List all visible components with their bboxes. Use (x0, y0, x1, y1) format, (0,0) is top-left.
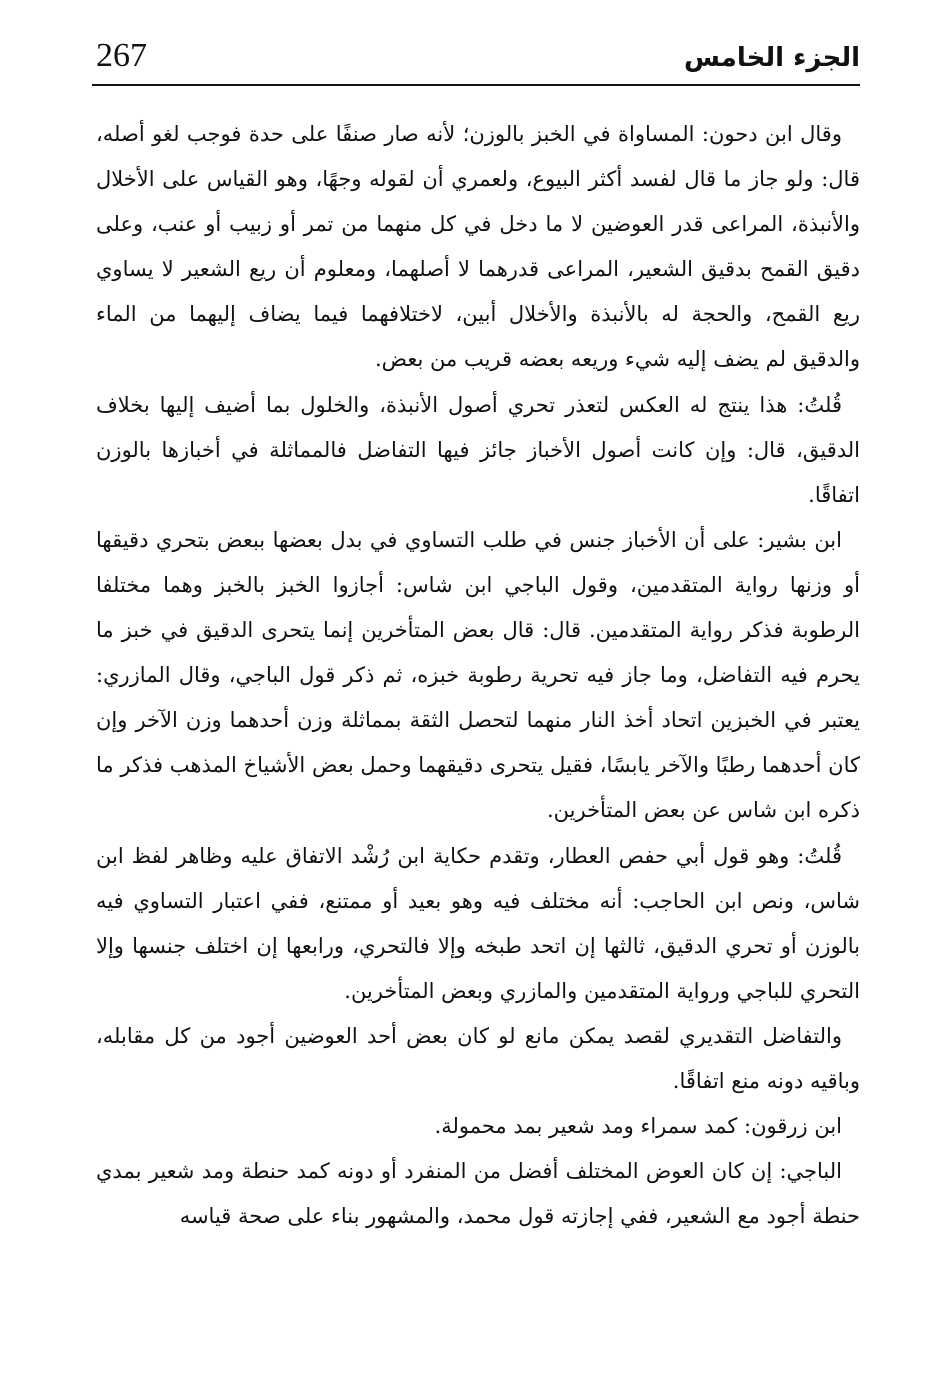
page-number: 267 (96, 37, 147, 74)
paragraph-al-baji: الباجي: إن كان العوض المختلف أفضل من المنفرد أو دونه كمد حنطة ومد شعير بمدي حنطة أجود مع الشعير، ففي إجازته قول محمد، والمشهور بناء على صحة قياسه (96, 1159, 860, 1229)
paragraph-ibn-zarqun: ابن زرقون: كمد سمراء ومد شعير بمد محمولة. (434, 1114, 842, 1139)
paragraph-qultu-2: قُلتُ: وهو قول أبي حفص العطار، وتقدم حكاية ابن رُشْد الاتفاق عليه وظاهر لفظ ابن شاس، ونص ابن الحاجب: أنه مختلف فيه وهو بعيد أو ممتنع، ففي اعتبار التساوي فيه بالوزن أو تحري الدقيق، ثالثها إن اتحد طبخه وإلا فالتحري، ورابعها إن اختلف جنسها وإلا التحري للباجي ورواية المتقدمين والمازري وبعض المتأخرين. (96, 843, 860, 1003)
paragraph-ibn-dahhun: وقال ابن دحون: المساواة في الخبز بالوزن؛ لأنه صار صنفًا على حدة فوجب لغو أصله، قال: ولو جاز ما قال لفسد أكثر البيوع، ولعمري أن لقوله وجهًا، وهو القياس على الأخلال والأنبذة، المراعى قدر العوضين لا ما دخل في كل منهما من تمر أو زبيب أو عنب، وعلى دقيق القمح بدقيق الشعير، المراعى قدرهما لا أصلهما، ومعلوم أن ريع الشعير لا يساوي ريع القمح، والحجة له بالأنبذة والأخلال أبين، لاختلافهما فيما يضاف إليهما من الماء والدقيق لم يضف إليه شيء وريعه بعضه قريب من بعض. (96, 122, 860, 372)
paragraph-qultu-1: قُلتُ: هذا ينتج له العكس لتعذر تحري أصول الأنبذة، والخلول بما أضيف إليها بخلاف الدقيق، قال: وإن كانت أصول الأخباز جائز فيها التفاضل فالمماثلة في أخبازها بالوزن اتفاقًا. (96, 392, 860, 507)
header-rule (92, 84, 860, 86)
running-title: الجزء الخامس (684, 43, 860, 73)
paragraph-tafadul: والتفاضل التقديري لقصد يمكن مانع لو كان بعض أحد العوضين أجود من كل مقابله، وباقيه دونه منع اتفاقًا. (96, 1023, 860, 1093)
page-header (92, 30, 860, 86)
body-text (96, 112, 860, 1239)
paragraph-ibn-bashir: ابن بشير: على أن الأخباز جنس في طلب التساوي في بدل بعضها ببعض بتحري دقيقها أو وزنها رواية المتقدمين، وقول الباجي ابن شاس: أجازوا الخبز بالخبز وهما مختلفا الرطوبة فذكر رواية المتقدمين. قال: قال بعض المتأخرين إنما يتحرى الدقيق في خبز ما يحرم فيه التفاضل، وما جاز فيه تحرية رطوبة خبزه، ثم ذكر قول الباجي، وقال المازري: يعتبر في الخبزين اتحاد أخذ النار منهما لتحصل الثقة بمماثلة وزن أحدهما وزن الآخر وإن كان أحدهما رطبًا والآخر يابسًا، فقيل يتحرى دقيقهما وحمل بعض الأشياخ المذهب فذكر ما ذكره ابن شاس عن بعض المتأخرين. (96, 527, 860, 823)
